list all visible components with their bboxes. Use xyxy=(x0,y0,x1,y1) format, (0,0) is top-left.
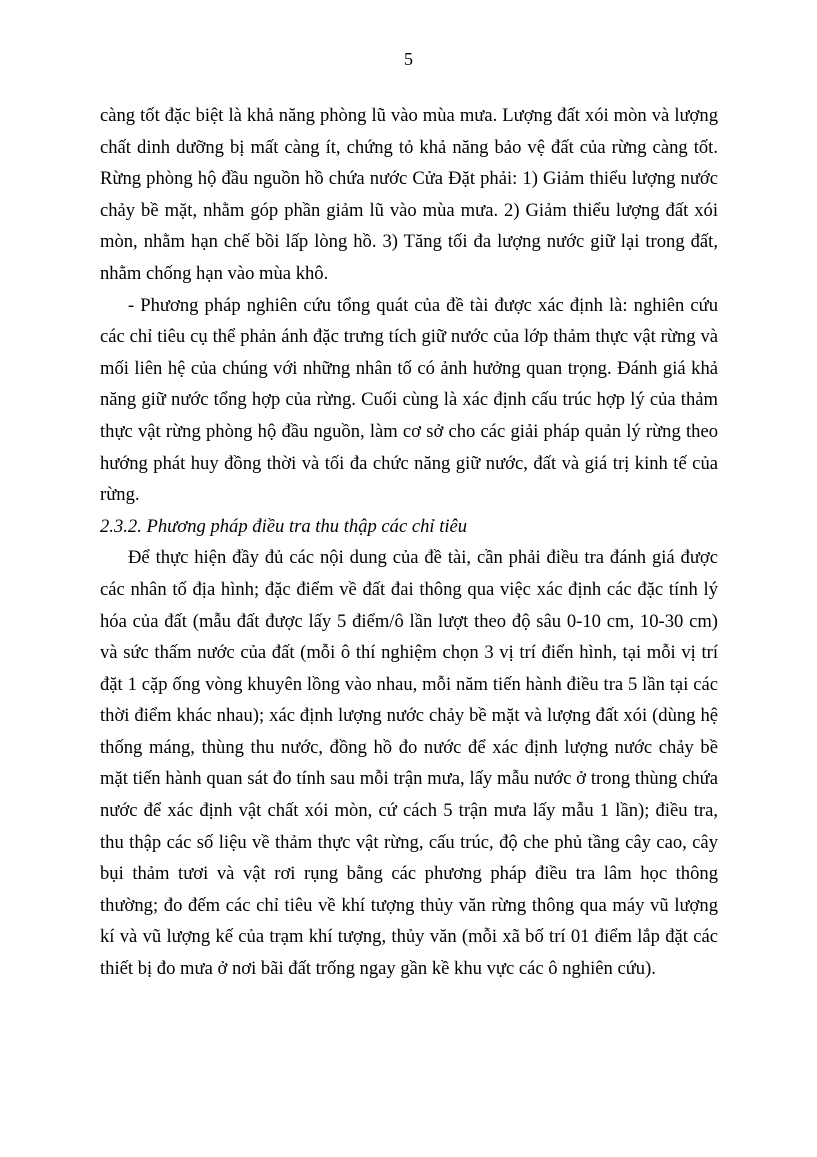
paragraph-continuation: càng tốt đặc biệt là khả năng phòng lũ vào mùa mưa. Lượng đất xói mòn và lượng chất dinh dưỡng bị mất càng ít, chứng tỏ khả năng bảo vệ đất của rừng càng tốt. Rừng phòng hộ đầu nguồn hồ chứa nước Cửa Đặt phải: 1) Giảm thiểu lượng nước chảy bề mặt, nhằm góp phần giảm lũ vào mùa mưa. 2) Giảm thiểu lượng đất xói mòn, nhằm hạn chế bồi lấp lòng hồ. 3) Tăng tối đa lượng nước giữ lại trong đất, nhằm chống hạn vào mùa khô. xyxy=(100,105,718,284)
paragraph-research-method: - Phương pháp nghiên cứu tổng quát của đề tài được xác định là: nghiên cứu các chỉ tiêu cụ thể phản ánh đặc trưng tích giữ nước của lớp thảm thực vật rừng và mối liên hệ của chúng với những nhân tố có ảnh hưởng quan trọng. Đánh giá khả năng giữ nước tổng hợp của rừng. Cuối cùng là xác định cấu trúc hợp lý của thảm thực vật rừng phòng hộ đầu nguồn, làm cơ sở cho các giải pháp quản lý rừng theo hướng phát huy đồng thời và tối đa chức năng giữ nước, đất và giá trị kinh tế của rừng. xyxy=(100,294,718,506)
paragraph-survey-method: Để thực hiện đầy đủ các nội dung của đề tài, cần phải điều tra đánh giá được các nhân tố địa hình; đặc điểm về đất đai thông qua việc xác định các đặc tính lý hóa của đất (mẫu đất được lấy 5 điểm/ô lần lượt theo độ sâu 0-10 cm, 10-30 cm) và sức thấm nước của đất (mỗi ô thí nghiệm chọn 3 vị trí điển hình, tại mỗi vị trí đặt 1 cặp ống vòng khuyên lồng vào nhau, mỗi năm tiến hành điều tra 5 lần tại các thời điểm khác nhau); xác định lượng nước chảy bề mặt và lượng đất xói (dùng hệ thống máng, thùng thu nước, đồng hồ đo nước để xác định lượng nước chảy bề mặt tiến hành quan sát đo tính sau mỗi trận mưa, lấy mẫu nước ở trong thùng chứa nước để xác định vật chất xói mòn, cứ cách 5 trận mưa lấy mẫu 1 lần); điều tra, thu thập các số liệu về thảm thực vật rừng, cấu trúc, độ che phủ tầng cây cao, cây bụi thảm tươi và vật rơi rụng bằng các phương pháp điều tra lâm học thông thường; đo đếm các chỉ tiêu về khí tượng thủy văn rừng thông qua máy vũ lượng kí và vũ lượng kế của trạm khí tượng, thủy văn (mỗi xã bố trí 01 điểm lắp đặt các thiết bị đo mưa ở nơi bãi đất trống ngay gần kề khu vực các ô nghiên cứu). xyxy=(100,547,718,980)
section-heading: 2.3.2. Phương pháp điều tra thu thập các chỉ tiêu xyxy=(100,515,468,537)
page-number: 5 xyxy=(404,49,413,69)
document-body xyxy=(100,100,718,985)
